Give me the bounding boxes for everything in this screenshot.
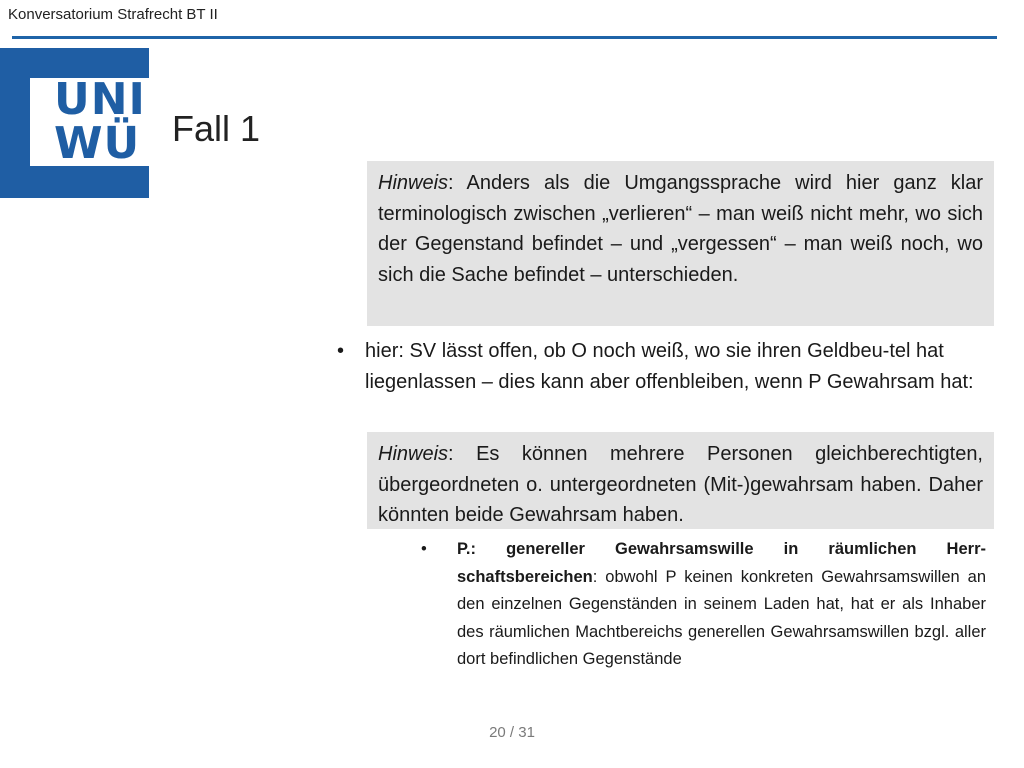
- bullet-item-2: [421, 536, 986, 674]
- hint-text: : Anders als die Umgangssprache wird hier ganz klar terminologisch zwischen „verlieren“ – man weiß nicht mehr, wo sich der Gegenstand befindet – und „vergessen“ – man weiß noch, wo sich die Sache befindet – unterschieden.: [378, 172, 983, 286]
- presentation-title: Konversatorium Strafrecht BT II: [8, 6, 218, 23]
- hint-label: Hinweis: [378, 172, 449, 194]
- bullet-bold-heading: P.: genereller Gewahrsamswille in räumlichen Herrschaftsbereichen: [457, 540, 986, 586]
- slide-title: Fall 1: [172, 108, 261, 149]
- hint-text: : Es können mehrere Personen gleichberechtigten, übergeordneten o. untergeordneten (Mit-)gewahrsam haben. Daher könnten beide Gewahrsam haben.: [378, 443, 983, 526]
- logo-text-uni: UNI: [54, 74, 146, 125]
- hint-box-2: [367, 432, 994, 529]
- hint-label: Hinweis: [378, 443, 449, 465]
- bullet-text: [457, 536, 986, 674]
- bullet-marker: •: [337, 340, 345, 362]
- bullet-marker: •: [421, 540, 427, 558]
- bullet-body: : obwohl P keinen konkreten Gewahrsamswillen an den einzelnen Gegenständen in seinem Laden hat, hat er als Inhaber des räumlichen Machtbereichs generellen Gewahrsamswillen bzgl. aller dort befindlichen Gegenstände: [457, 567, 986, 668]
- bullet-text: hier: SV lässt offen, ob O noch weiß, wo sie ihren Geldbeu-tel hat liegenlassen – dies kann aber offenbleiben, wenn P Gewahrsam hat:: [365, 340, 974, 393]
- header-divider: [12, 36, 997, 39]
- page-number: 20 / 31: [489, 724, 535, 741]
- bullet-item-1: [337, 336, 987, 397]
- hint-box-1: [367, 161, 994, 326]
- logo-text-wue: WÜ: [54, 118, 141, 169]
